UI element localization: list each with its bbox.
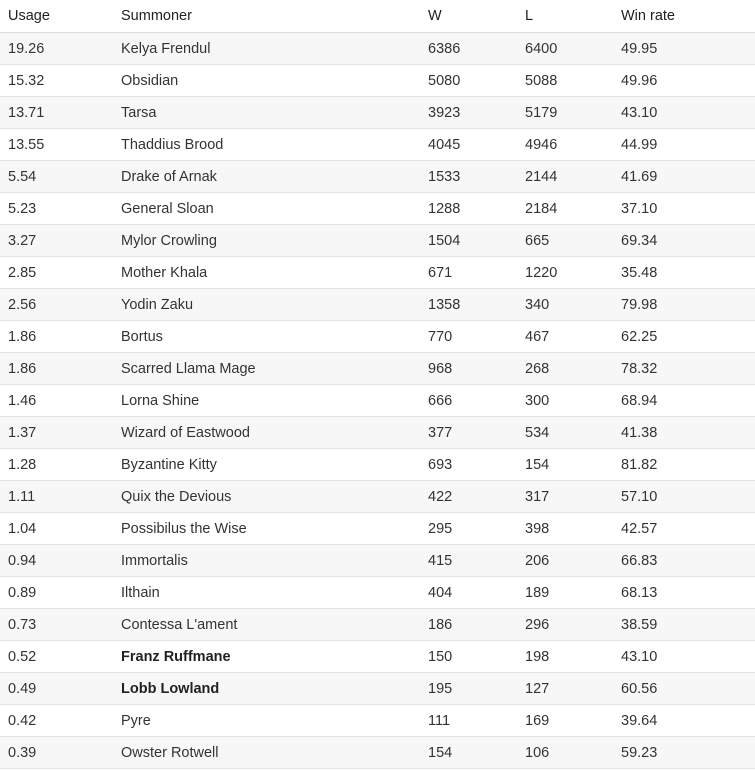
header-usage[interactable]: Usage xyxy=(0,0,121,33)
cell-usage: 5.54 xyxy=(0,161,121,193)
cell-win-rate: 81.82 xyxy=(621,449,755,481)
cell-wins: 770 xyxy=(428,321,525,353)
table-header xyxy=(0,0,755,33)
header-row xyxy=(0,0,755,33)
cell-summoner: Yodin Zaku xyxy=(121,289,428,321)
cell-wins: 422 xyxy=(428,481,525,513)
table-row xyxy=(0,609,755,641)
cell-summoner: Tarsa xyxy=(121,97,428,129)
cell-losses: 2144 xyxy=(525,161,621,193)
cell-summoner: Kelya Frendul xyxy=(121,33,428,65)
cell-wins: 415 xyxy=(428,545,525,577)
cell-summoner: Mylor Crowling xyxy=(121,225,428,257)
table-body xyxy=(0,33,755,769)
table-row xyxy=(0,65,755,97)
cell-win-rate: 42.57 xyxy=(621,513,755,545)
cell-usage: 1.37 xyxy=(0,417,121,449)
cell-summoner: Bortus xyxy=(121,321,428,353)
cell-wins: 693 xyxy=(428,449,525,481)
cell-win-rate: 49.96 xyxy=(621,65,755,97)
cell-summoner: Obsidian xyxy=(121,65,428,97)
cell-win-rate: 79.98 xyxy=(621,289,755,321)
cell-usage: 0.52 xyxy=(0,641,121,673)
cell-usage: 0.94 xyxy=(0,545,121,577)
cell-win-rate: 57.10 xyxy=(621,481,755,513)
cell-losses: 665 xyxy=(525,225,621,257)
cell-losses: 2184 xyxy=(525,193,621,225)
cell-win-rate: 68.13 xyxy=(621,577,755,609)
cell-win-rate: 43.10 xyxy=(621,641,755,673)
header-summoner[interactable]: Summoner xyxy=(121,0,428,33)
cell-win-rate: 35.48 xyxy=(621,257,755,289)
cell-wins: 150 xyxy=(428,641,525,673)
cell-losses: 198 xyxy=(525,641,621,673)
cell-wins: 968 xyxy=(428,353,525,385)
cell-win-rate: 69.34 xyxy=(621,225,755,257)
table-row xyxy=(0,545,755,577)
cell-win-rate: 78.32 xyxy=(621,353,755,385)
table-row xyxy=(0,353,755,385)
cell-usage: 1.86 xyxy=(0,321,121,353)
cell-wins: 404 xyxy=(428,577,525,609)
cell-usage: 1.11 xyxy=(0,481,121,513)
table-row xyxy=(0,641,755,673)
cell-wins: 1504 xyxy=(428,225,525,257)
cell-win-rate: 39.64 xyxy=(621,705,755,737)
cell-usage: 1.04 xyxy=(0,513,121,545)
cell-summoner: Owster Rotwell xyxy=(121,737,428,769)
header-wins[interactable]: W xyxy=(428,0,525,33)
cell-summoner: Franz Ruffmane xyxy=(121,641,428,673)
table-row xyxy=(0,417,755,449)
table-row xyxy=(0,705,755,737)
cell-win-rate: 68.94 xyxy=(621,385,755,417)
cell-wins: 111 xyxy=(428,705,525,737)
cell-usage: 19.26 xyxy=(0,33,121,65)
cell-win-rate: 41.69 xyxy=(621,161,755,193)
table-row xyxy=(0,577,755,609)
cell-usage: 0.49 xyxy=(0,673,121,705)
cell-summoner: Immortalis xyxy=(121,545,428,577)
table-row xyxy=(0,673,755,705)
cell-losses: 300 xyxy=(525,385,621,417)
cell-summoner: Pyre xyxy=(121,705,428,737)
cell-usage: 2.85 xyxy=(0,257,121,289)
table-row xyxy=(0,737,755,769)
table-row xyxy=(0,33,755,65)
cell-losses: 127 xyxy=(525,673,621,705)
cell-losses: 534 xyxy=(525,417,621,449)
table-row xyxy=(0,449,755,481)
cell-losses: 169 xyxy=(525,705,621,737)
cell-losses: 106 xyxy=(525,737,621,769)
cell-wins: 666 xyxy=(428,385,525,417)
table-row xyxy=(0,385,755,417)
table-row xyxy=(0,257,755,289)
cell-summoner: Quix the Devious xyxy=(121,481,428,513)
cell-usage: 0.39 xyxy=(0,737,121,769)
cell-win-rate: 66.83 xyxy=(621,545,755,577)
cell-losses: 4946 xyxy=(525,129,621,161)
cell-summoner: Lobb Lowland xyxy=(121,673,428,705)
cell-wins: 195 xyxy=(428,673,525,705)
cell-win-rate: 49.95 xyxy=(621,33,755,65)
cell-wins: 5080 xyxy=(428,65,525,97)
cell-summoner: Contessa L'ament xyxy=(121,609,428,641)
table-row xyxy=(0,321,755,353)
cell-usage: 13.55 xyxy=(0,129,121,161)
header-win-rate[interactable]: Win rate xyxy=(621,0,755,33)
cell-summoner: General Sloan xyxy=(121,193,428,225)
table-row xyxy=(0,289,755,321)
header-losses[interactable]: L xyxy=(525,0,621,33)
cell-usage: 0.42 xyxy=(0,705,121,737)
cell-summoner: Possibilus the Wise xyxy=(121,513,428,545)
cell-wins: 377 xyxy=(428,417,525,449)
cell-losses: 154 xyxy=(525,449,621,481)
cell-usage: 1.28 xyxy=(0,449,121,481)
cell-summoner: Thaddius Brood xyxy=(121,129,428,161)
cell-summoner: Mother Khala xyxy=(121,257,428,289)
cell-usage: 15.32 xyxy=(0,65,121,97)
cell-usage: 3.27 xyxy=(0,225,121,257)
cell-losses: 5179 xyxy=(525,97,621,129)
table-row xyxy=(0,129,755,161)
cell-summoner: Wizard of Eastwood xyxy=(121,417,428,449)
cell-win-rate: 38.59 xyxy=(621,609,755,641)
cell-summoner: Ilthain xyxy=(121,577,428,609)
cell-wins: 186 xyxy=(428,609,525,641)
table-row xyxy=(0,161,755,193)
cell-usage: 2.56 xyxy=(0,289,121,321)
cell-losses: 5088 xyxy=(525,65,621,97)
cell-win-rate: 41.38 xyxy=(621,417,755,449)
cell-wins: 4045 xyxy=(428,129,525,161)
cell-wins: 1533 xyxy=(428,161,525,193)
cell-win-rate: 62.25 xyxy=(621,321,755,353)
cell-wins: 6386 xyxy=(428,33,525,65)
cell-losses: 1220 xyxy=(525,257,621,289)
cell-win-rate: 43.10 xyxy=(621,97,755,129)
cell-win-rate: 44.99 xyxy=(621,129,755,161)
cell-wins: 671 xyxy=(428,257,525,289)
cell-summoner: Lorna Shine xyxy=(121,385,428,417)
cell-losses: 206 xyxy=(525,545,621,577)
cell-summoner: Byzantine Kitty xyxy=(121,449,428,481)
cell-win-rate: 59.23 xyxy=(621,737,755,769)
cell-wins: 154 xyxy=(428,737,525,769)
cell-usage: 13.71 xyxy=(0,97,121,129)
table-row xyxy=(0,97,755,129)
cell-summoner: Drake of Arnak xyxy=(121,161,428,193)
cell-losses: 398 xyxy=(525,513,621,545)
cell-losses: 467 xyxy=(525,321,621,353)
table-row xyxy=(0,193,755,225)
cell-usage: 1.46 xyxy=(0,385,121,417)
cell-win-rate: 60.56 xyxy=(621,673,755,705)
cell-losses: 268 xyxy=(525,353,621,385)
table-row xyxy=(0,225,755,257)
table-row xyxy=(0,481,755,513)
cell-losses: 317 xyxy=(525,481,621,513)
table-row xyxy=(0,513,755,545)
cell-usage: 0.73 xyxy=(0,609,121,641)
cell-losses: 296 xyxy=(525,609,621,641)
cell-losses: 6400 xyxy=(525,33,621,65)
cell-losses: 340 xyxy=(525,289,621,321)
cell-usage: 0.89 xyxy=(0,577,121,609)
cell-summoner: Scarred Llama Mage xyxy=(121,353,428,385)
cell-usage: 1.86 xyxy=(0,353,121,385)
cell-wins: 1358 xyxy=(428,289,525,321)
cell-wins: 295 xyxy=(428,513,525,545)
cell-wins: 1288 xyxy=(428,193,525,225)
cell-win-rate: 37.10 xyxy=(621,193,755,225)
cell-losses: 189 xyxy=(525,577,621,609)
cell-wins: 3923 xyxy=(428,97,525,129)
cell-usage: 5.23 xyxy=(0,193,121,225)
